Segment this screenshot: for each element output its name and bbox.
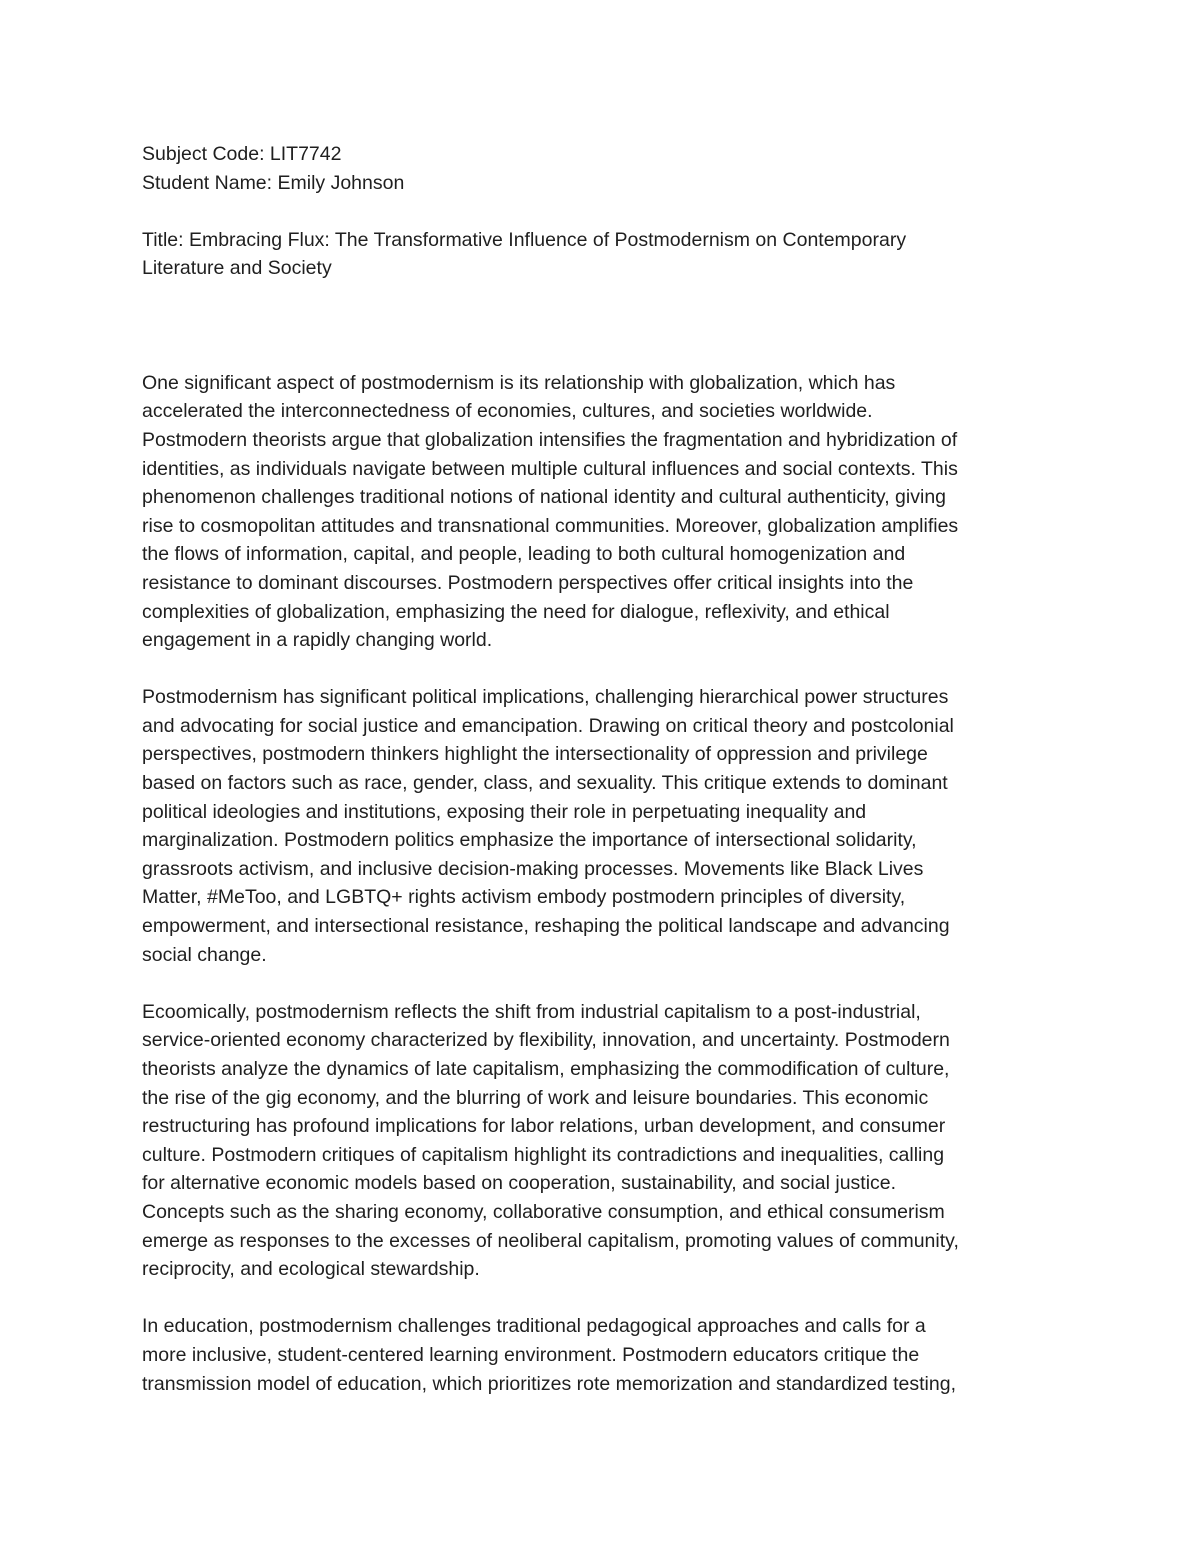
document-header: [142, 140, 1062, 197]
text-line: Postmodernism has significant political implications, challenging hierarchical power structures: [142, 686, 949, 709]
text-line: phenomenon challenges traditional notions of national identity and cultural authenticity, giving: [142, 486, 947, 509]
text-line: accelerated the interconnectedness of economies, cultures, and societies worldwide.: [142, 400, 873, 423]
text-line: marginalization. Postmodern politics emphasize the importance of intersectional solidarity,: [142, 829, 917, 852]
text-line: Postmodern theorists argue that globalization intensifies the fragmentation and hybridization of: [142, 428, 958, 451]
text-line: Ecoomically, postmodernism reflects the shift from industrial capitalism to a post-industrial,: [142, 1000, 921, 1023]
text-line: perspectives, postmodern thinkers highlight the intersectionality of oppression and privilege: [142, 743, 928, 766]
text-line: the flows of information, capital, and people, leading to both cultural homogenization and: [142, 543, 906, 566]
text-line: empowerment, and intersectional resistance, reshaping the political landscape and advancing: [142, 915, 950, 938]
text-line: the rise of the gig economy, and the blurring of work and leisure boundaries. This economic: [142, 1086, 929, 1109]
paragraph-education: [142, 1312, 1062, 1398]
text-line: more inclusive, student-centered learning environment. Postmodern educators critique the: [142, 1343, 920, 1366]
text-line: culture. Postmodern critiques of capitalism highlight its contradictions and inequalities, calling: [142, 1143, 945, 1166]
student-name: Student Name: Emily Johnson: [142, 171, 405, 194]
text-line: grassroots activism, and inclusive decision-making processes. Movements like Black Lives: [142, 857, 924, 880]
paragraph-globalization: [142, 369, 1062, 655]
text-line: engagement in a rapidly changing world.: [142, 629, 493, 652]
text-line: rise to cosmopolitan attitudes and transnational communities. Moreover, globalization amplifies: [142, 514, 959, 537]
document-title: [142, 226, 1062, 283]
text-line: emerge as responses to the excesses of neoliberal capitalism, promoting values of community,: [142, 1229, 959, 1252]
paragraph-politics: [142, 683, 1062, 969]
text-line: political ideologies and institutions, exposing their role in perpetuating inequality and: [142, 800, 867, 823]
text-line: complexities of globalization, emphasizing the need for dialogue, reflexivity, and ethical: [142, 600, 890, 623]
document-body: [142, 140, 1062, 1398]
text-line: transmission model of education, which prioritizes rote memorization and standardized testing,: [142, 1372, 956, 1395]
text-line: In education, postmodernism challenges traditional pedagogical approaches and calls for a: [142, 1315, 926, 1338]
text-line: One significant aspect of postmodernism is its relationship with globalization, which has: [142, 371, 896, 394]
text-line: and advocating for social justice and emancipation. Drawing on critical theory and postcolonial: [142, 714, 954, 737]
title-line: Literature and Society: [142, 257, 332, 280]
paragraph-economics: [142, 998, 1062, 1284]
text-line: social change.: [142, 943, 267, 966]
text-line: theorists analyze the dynamics of late capitalism, emphasizing the commodification of culture,: [142, 1058, 950, 1081]
text-line: Matter, #MeToo, and LGBTQ+ rights activism embody postmodern principles of diversity,: [142, 886, 906, 909]
text-line: reciprocity, and ecological stewardship.: [142, 1258, 480, 1281]
text-line: based on factors such as race, gender, class, and sexuality. This critique extends to dominant: [142, 772, 948, 795]
essay-body: [142, 369, 1062, 1398]
title-line: Title: Embracing Flux: The Transformative Influence of Postmodernism on Contemporary: [142, 228, 907, 251]
text-line: resistance to dominant discourses. Postmodern perspectives offer critical insights into the: [142, 571, 914, 594]
subject-code: Subject Code: LIT7742: [142, 143, 342, 165]
text-line: identities, as individuals navigate between multiple cultural influences and social contexts. This: [142, 457, 958, 480]
text-line: for alternative economic models based on cooperation, sustainability, and social justice.: [142, 1172, 897, 1195]
text-line: Concepts such as the sharing economy, collaborative consumption, and ethical consumerism: [142, 1200, 945, 1223]
text-line: restructuring has profound implications for labor relations, urban development, and consumer: [142, 1115, 946, 1138]
text-line: service-oriented economy characterized by flexibility, innovation, and uncertainty. Postmodern: [142, 1029, 950, 1052]
